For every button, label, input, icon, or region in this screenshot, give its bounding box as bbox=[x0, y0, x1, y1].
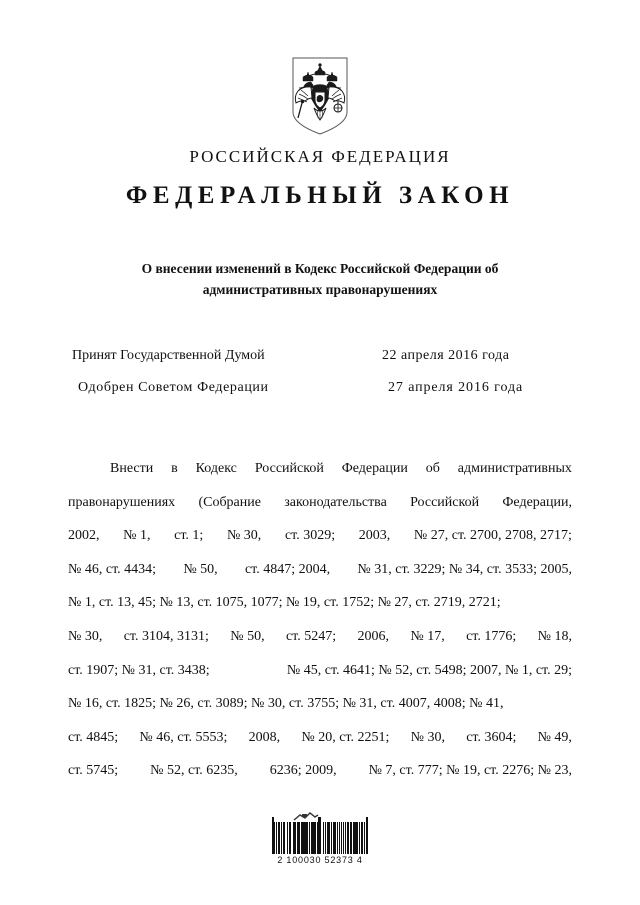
barcode-print-mark-icon bbox=[293, 812, 319, 821]
law-body-segment: № 27, ст. 2700, 2708, 2717; bbox=[413, 528, 572, 544]
law-body-line bbox=[68, 620, 572, 654]
title-block bbox=[0, 146, 640, 213]
law-body-line bbox=[68, 553, 572, 587]
law-body-segment: № 45, ст. 4641; № 52, ст. 5498; 2007, № 1, ст. 29; bbox=[286, 662, 572, 678]
barcode-bars bbox=[272, 822, 368, 854]
duma-adoption-label: Принят Государственной Думой bbox=[72, 348, 265, 363]
law-body-segment: Кодекс bbox=[195, 461, 237, 476]
law-subject-line-1: О внесении изменений в Кодекс Российской Федерации об bbox=[141, 261, 499, 276]
emblem-container bbox=[0, 56, 640, 136]
law-body-segment: 2002, bbox=[68, 528, 100, 544]
law-body-segment: № 1, bbox=[123, 528, 151, 544]
law-body-segment: № 50, bbox=[183, 561, 218, 577]
law-body-segment: правонарушениях bbox=[68, 494, 176, 510]
law-body-segment: Российской bbox=[410, 494, 480, 510]
law-body-segment: № 49, bbox=[537, 729, 572, 745]
law-body-line: № 1, ст. 13, 45; № 13, ст. 1075, 1077; № 19, ст. 1752; № 27, ст. 2719, 2721; bbox=[68, 595, 501, 611]
law-body-line bbox=[68, 654, 572, 688]
law-body-segment: № 46, ст. 4434; bbox=[68, 561, 157, 577]
adoption-row-duma bbox=[68, 348, 572, 380]
law-body-segment: № 31, ст. 3229; № 34, ст. 3533; 2005, bbox=[357, 561, 572, 577]
law-body-segment: Внести bbox=[110, 461, 154, 476]
law-body-segment: 2006, bbox=[357, 628, 389, 644]
law-body-segment: № 30, bbox=[68, 628, 103, 644]
law-body-segment: ст. 4845; bbox=[68, 729, 119, 745]
law-body-segment: № 7, ст. 777; № 19, ст. 2276; № 23, bbox=[368, 763, 572, 779]
law-body-segment: № 50, bbox=[230, 628, 265, 644]
law-body-segment: Федерации, bbox=[502, 494, 572, 510]
council-approval-label: Одобрен Советом Федерации bbox=[78, 380, 269, 395]
law-body-segment: административных bbox=[457, 461, 572, 476]
russian-coat-of-arms-icon bbox=[289, 56, 351, 136]
adoption-row-council bbox=[68, 380, 572, 412]
law-body-line: № 16, ст. 1825; № 26, ст. 3089; № 30, ст. 3755; № 31, ст. 4007, 4008; № 41, bbox=[68, 696, 504, 712]
law-body-segment: № 17, bbox=[410, 628, 445, 644]
law-body-segment: ст. 1907; № 31, ст. 3438; bbox=[68, 662, 210, 678]
law-body-segment: в bbox=[171, 461, 178, 476]
law-body-segment: 6236; 2009, bbox=[269, 763, 337, 779]
country-title: РОССИЙСКАЯ ФЕДЕРАЦИЯ bbox=[189, 147, 451, 166]
law-body-line bbox=[68, 721, 572, 755]
law-body-segment: об bbox=[425, 461, 440, 476]
law-body-line bbox=[68, 754, 572, 788]
law-body-segment: (Собрание bbox=[198, 494, 261, 510]
law-body-line bbox=[68, 486, 572, 520]
law-body-segment: ст. 1; bbox=[174, 528, 204, 544]
law-body-segment: 2003, bbox=[358, 528, 391, 544]
law-body-segment: № 52, ст. 6235, bbox=[150, 763, 238, 779]
law-body-line bbox=[68, 519, 572, 553]
law-body-segment: ст. 5745; bbox=[68, 763, 119, 779]
barcode-block bbox=[0, 812, 640, 865]
law-body-segment: № 46, ст. 5553; bbox=[139, 729, 228, 745]
law-type-title: ФЕДЕРАЛЬНЫЙ ЗАКОН bbox=[125, 182, 515, 209]
law-subject bbox=[100, 258, 540, 300]
law-body-segment: Федерации bbox=[341, 461, 408, 476]
law-body-segment: ст. 3029; bbox=[284, 528, 336, 544]
law-subject-line-2: административных правонарушениях bbox=[202, 282, 438, 297]
law-body-segment: ст. 3604; bbox=[466, 729, 517, 745]
law-body-segment: Российской bbox=[254, 461, 324, 476]
duma-adoption-date: 22 апреля 2016 года bbox=[382, 348, 510, 363]
law-body-segment: № 30, bbox=[226, 528, 262, 544]
law-body-segment: ст. 5247; bbox=[285, 628, 337, 644]
barcode-number: 2 100030 52373 4 bbox=[277, 855, 363, 865]
law-body-segment: ст. 4847; 2004, bbox=[244, 561, 331, 577]
law-body-line bbox=[68, 452, 572, 486]
law-body-segment: ст. 1776; bbox=[466, 628, 517, 644]
law-body-segment: № 20, ст. 2251; bbox=[301, 729, 390, 745]
law-body-segment: № 18, bbox=[537, 628, 572, 644]
law-body-segment: 2008, bbox=[248, 729, 281, 745]
law-body-segment: законодательства bbox=[284, 494, 387, 510]
law-body-segment: № 30, bbox=[410, 729, 445, 745]
adoption-block bbox=[68, 348, 572, 412]
law-body-text bbox=[68, 452, 572, 788]
council-approval-date: 27 апреля 2016 года bbox=[388, 380, 524, 395]
law-body-segment: ст. 3104, 3131; bbox=[123, 628, 209, 644]
